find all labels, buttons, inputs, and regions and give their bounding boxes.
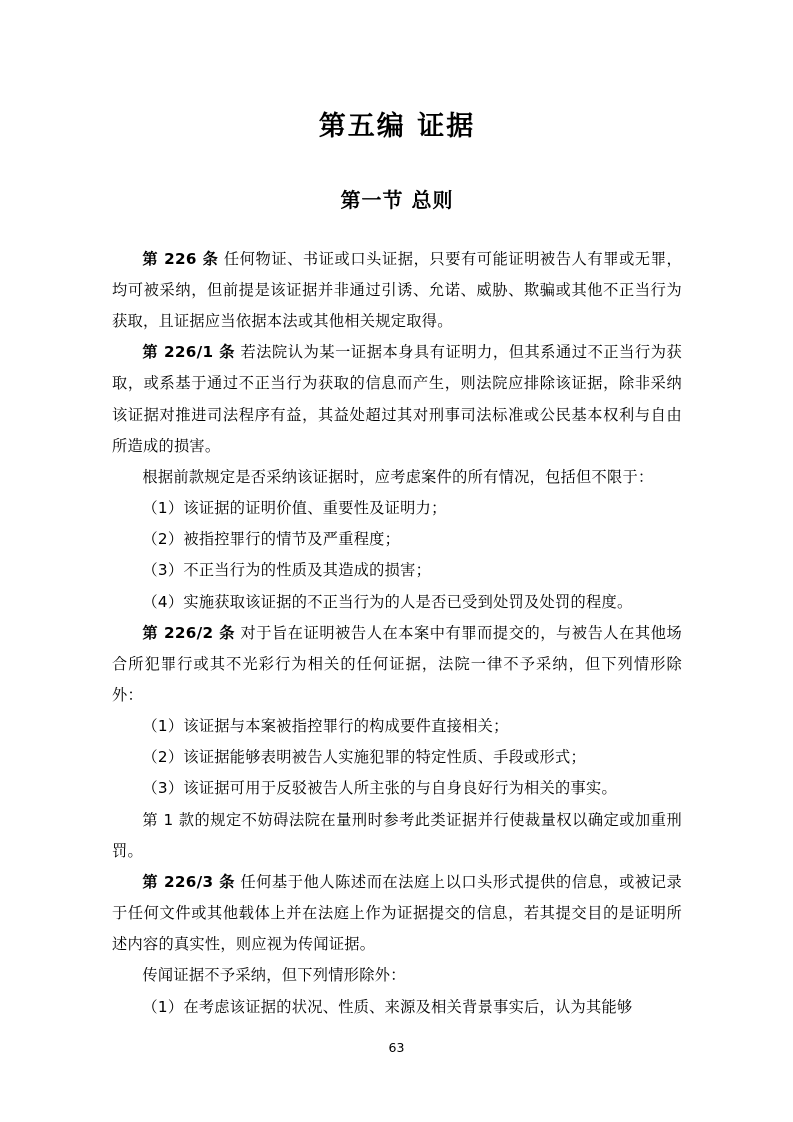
paragraph [112, 867, 682, 960]
document-content [112, 108, 682, 1023]
paragraph-text: 根据前款规定是否采纳该证据时，应考虑案件的所有情况，包括但不限于： [142, 467, 654, 486]
paragraph-text: 任何物证、书证或口头证据，只要有可能证明被告人有罪或无罪，均可被采纳，但前提是该证据并非通过引诱、允诺、威胁、欺骗或其他不正当行为获取，且证据应当依据本法或其他相关规定取得。 [112, 249, 682, 331]
paragraph [112, 244, 682, 337]
paragraph-text: 传闻证据不予采纳，但下列情形除外： [142, 966, 406, 985]
section-title: 第一节 总则 [340, 187, 454, 212]
page-number: 63 [388, 1040, 405, 1055]
paragraph [112, 742, 682, 773]
page-title: 第五编 证据 [318, 111, 476, 142]
paragraph [112, 493, 682, 524]
paragraph [112, 337, 682, 462]
paragraph-text: （1）该证据与本案被指控罪行的构成要件直接相关； [142, 717, 509, 736]
paragraph-text: （1）该证据的证明价值、重要性及证明力； [142, 499, 447, 518]
paragraph-text: （3）该证据可用于反驳被告人所主张的与自身良好行为相关的事实。 [142, 779, 617, 798]
paragraph-text: （2）被指控罪行的情节及严重程度； [142, 530, 401, 549]
paragraph-text: （4）实施获取该证据的不正当行为的人是否已受到处罚及处罚的程度。 [142, 592, 633, 611]
paragraph [112, 773, 682, 804]
article-number: 第 226/2 条 [142, 623, 236, 642]
paragraph-list [112, 244, 682, 1023]
paragraph [112, 618, 682, 711]
paragraph [112, 555, 682, 586]
paragraph [112, 805, 682, 867]
article-number: 第 226/1 条 [142, 343, 236, 362]
paragraph-text: （3）不正当行为的性质及其造成的损害； [142, 561, 432, 580]
paragraph [112, 992, 682, 1023]
paragraph-text: 第 1 款的规定不妨碍法院在量刑时参考此类证据并行使裁量权以确定或加重刑罚。 [112, 810, 682, 860]
article-number: 第 226 条 [142, 249, 219, 268]
paragraph-text: 任何基于他人陈述而在法庭上以口头形式提供的信息，或被记录于任何文件或其他载体上并在法庭上作为证据提交的信息，若其提交目的是证明所述内容的真实性，则应视为传闻证据。 [112, 872, 682, 954]
paragraph [112, 462, 682, 493]
article-number: 第 226/3 条 [142, 872, 236, 891]
paragraph-text: 若法院认为某一证据本身具有证明力，但其系通过不正当行为获取，或系基于通过不正当行为获取的信息而产生，则法院应排除该证据，除非采纳该证据对推进司法程序有益，其益处超过其对刑事司法标准或公民基本权利与自由所造成的损害。 [112, 343, 682, 455]
paragraph-text: （2）该证据能够表明被告人实施犯罪的特定性质、手段或形式； [142, 748, 587, 767]
paragraph-text: （1）在考虑该证据的状况、性质、来源及相关背景事实后，认为其能够 [142, 997, 633, 1016]
paragraph [112, 960, 682, 991]
paragraph [112, 711, 682, 742]
paragraph-text: 对于旨在证明被告人在本案中有罪而提交的，与被告人在其他场合所犯罪行或其不光彩行为相关的任何证据，法院一律不予采纳，但下列情形除外： [112, 623, 682, 704]
paragraph [112, 587, 682, 618]
paragraph [112, 524, 682, 555]
